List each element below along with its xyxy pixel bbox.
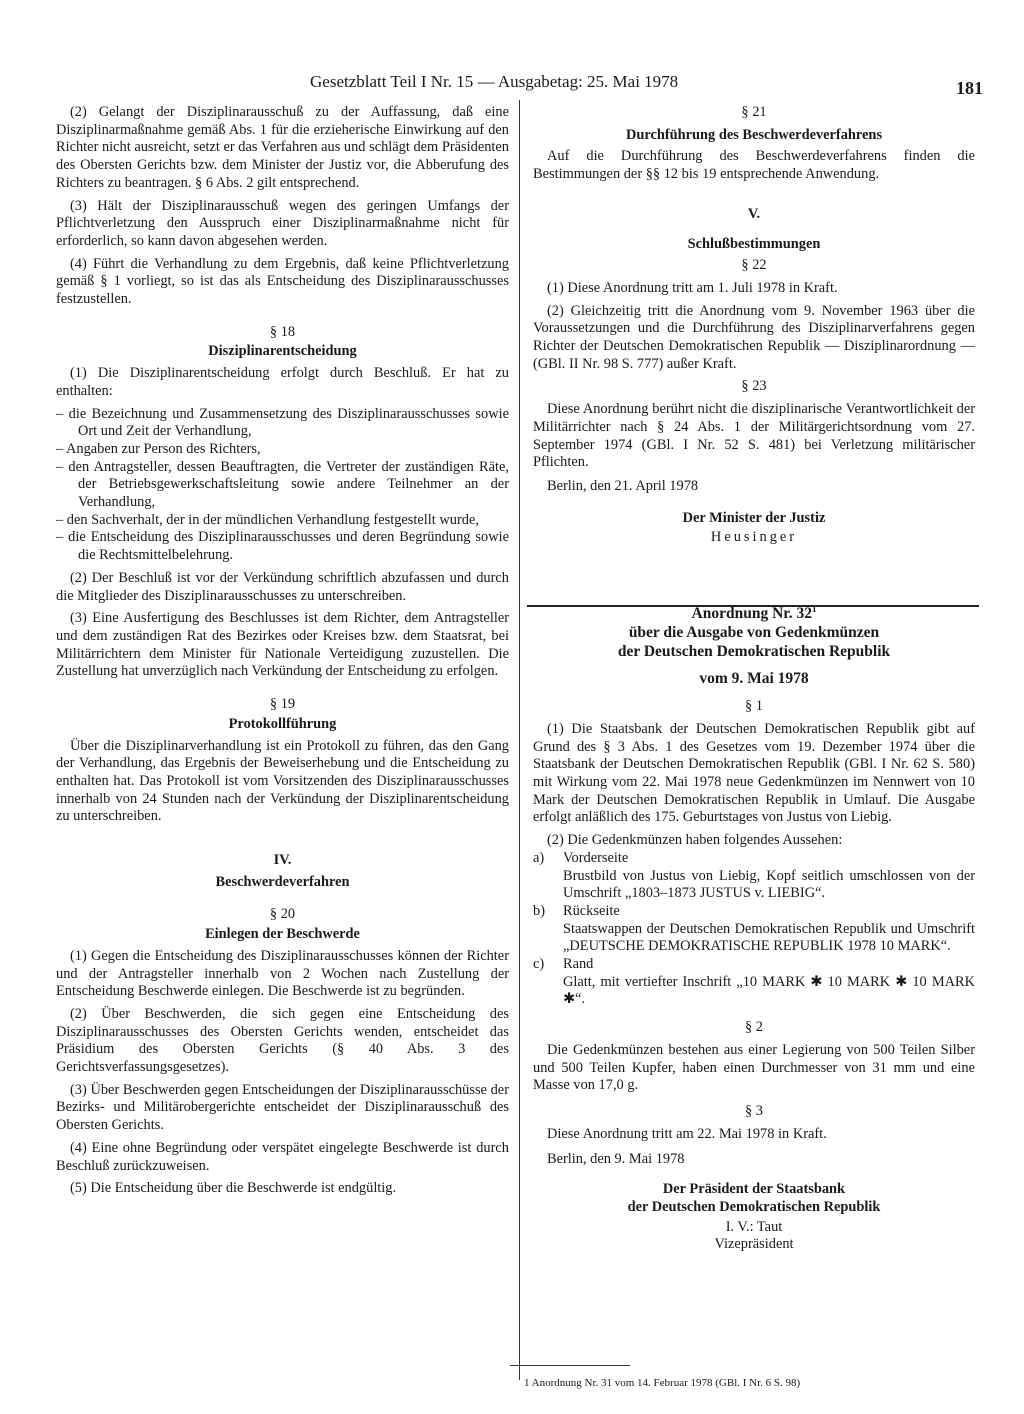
part-v-title: Schlußbestimmungen [687,235,821,252]
paragraph-20-5: (5) Die Entscheidung über die Beschwerde ist endgültig. [70,1180,397,1197]
signer-name: Heusinger [710,529,798,546]
list-text: Glatt, mit vertiefter Inschrift „10 MARK ✱ 10 MARK ✱ 10 MARK ✱“. [563,973,975,1008]
section-18-title: Disziplinarentscheidung [208,343,357,360]
paragraph-17-4: (4) Führt die Verhandlung zu dem Ergebnis, daß keine Pflichtverletzung gemäß § 1 vorliegt, so ist das als Entscheidung des Disziplinarausschusses festzustellen. [56,255,509,308]
part-v-number: V. [747,205,761,222]
running-header: Gesetzblatt Teil I Nr. 15 — Ausgabetag: 25. Mai 1978 [310,72,679,91]
ordinance-date: vom 9. Mai 1978 [699,670,809,688]
signer-title: der Deutschen Demokratischen Republik [627,1198,881,1215]
ordinance-section-2-number: § 2 [745,1019,763,1036]
signer-name: I. V.: Taut [725,1218,783,1235]
section-18-number: § 18 [269,323,296,340]
right-column [533,104,975,1254]
section-21-title: Durchführung des Beschwerdeverfahrens [625,126,883,143]
paragraph-20-2: (2) Über Beschwerden, die sich gegen eine Entscheidung des Disziplinarausschusses des Obersten Gerichts wenden, entscheidet das Präsidium des Obersten Gerichts (§ 40 Abs. 3 des Gerichtsverfassungsgesetzes). [56,1005,509,1076]
page-number: 181 [956,78,983,98]
place-date: Berlin, den 21. April 1978 [547,477,699,494]
section-divider [527,605,979,607]
list-item [533,903,975,956]
left-column [56,104,509,1203]
paragraph-17-2: (2) Gelangt der Disziplinarausschuß zu der Auffassung, daß eine Disziplinarmaßnahme gemäß Abs. 1 für die erzieherische Einwirkung auf den Richter nicht ausreicht, setzt er das Verfahren aus und schlägt dem Präsidenten des Obersten Gerichts bzw. dem Minister der Justiz vor, die Abberufung des Richters zu beantragen. § 6 Abs. 2 gilt entsprechend. [56,104,509,191]
paragraph-20-3: (3) Über Beschwerden gegen Entscheidungen der Disziplinarausschüsse der Bezirks- und Militärobergerichte entscheidet der Disziplinarausschuß des Obersten Gerichts. [56,1081,509,1134]
section-21-number: § 21 [741,104,767,120]
section-22-number: § 22 [741,257,767,274]
signer-title: Der Minister der Justiz [682,509,826,526]
ordinance-title-line-2: über die Ausgabe von Gedenkmünzen [628,624,880,642]
paragraph-18-3: (3) Eine Ausfertigung des Beschlusses ist dem Richter, dem Antragsteller und dem zuständigen Rat des Bezirkes oder Kreises bzw. dem Staatsrat, bei Militärrichtern dem Minister für Nationale Verteidigung zuzustellen. Die Zustellung hat unverzüglich nach Verkündung der Entscheidung zu erfolgen. [56,610,509,680]
paragraph-20-4: (4) Eine ohne Begründung oder verspätet eingelegte Beschwerde ist durch Beschluß zurückzuweisen. [56,1139,509,1174]
footnote-divider [510,1365,630,1366]
section-19-title: Protokollführung [228,715,337,732]
list-label: b) [533,902,545,919]
ordinance-paragraph-1-1: (1) Die Staatsbank der Deutschen Demokratischen Republik gibt auf Grund des § 3 Abs. 1 des Gesetzes vom 19. Dezember 1974 über die Staatsbank der Deutschen Demokratischen Republik (GBl. I Nr. 62 S. 580) mit Wirkung vom 22. Mai 1978 neue Gedenkmünzen im Nennwert von 10 Mark der Deutschen Demokratischen Republik in Umlauf. Die Ausgabe erfolgt anläßlich des 175. Geburtstages von Justus von Liebig. [533,720,975,826]
list-item: – Angaben zur Person des Richters, [56,440,261,457]
paragraph-19: Über die Disziplinarverhandlung ist ein Protokoll zu führen, das den Gang der Verhandlung, das Ergebnis der Beweiserhebung und die Entscheidung zu enthalten hat. Das Protokoll ist vom Vorsitzenden des Disziplinarausschusses innerhalb von 24 Stunden nach der Verkündung der Disziplinarentscheidung zu unterschreiben. [56,737,509,825]
ordinance-section-1-number: § 1 [745,698,763,715]
part-iv-number: IV. [273,852,292,869]
footnote-marker: 1 [811,604,817,615]
list-label: c) [533,956,545,973]
footnote: 1 Anordnung Nr. 31 vom 14. Februar 1978 (GBl. I Nr. 6 S. 98) [524,1377,801,1389]
ordinance-paragraph-1-2: (2) Die Gedenkmünzen haben folgendes Aussehen: [547,832,843,849]
list-heading: Rand [563,956,594,973]
list-text: Staatswappen der Deutschen Demokratischen Republik und Umschrift „DEUTSCHE DEMOKRATISCHE REPUBLIK 1978 10 MARK“. [563,920,975,955]
ordinance-title-line-3: der Deutschen Demokratischen Republik [617,643,891,661]
list-heading: Rückseite [563,902,620,919]
paragraph-18-1: (1) Die Disziplinarentscheidung erfolgt durch Beschluß. Er hat zu enthalten: [56,365,509,399]
list-item [533,850,975,903]
paragraph-21: Auf die Durchführung des Beschwerdeverfahrens finden die Bestimmungen der §§ 12 bis 19 entsprechende Anwendung. [533,148,975,183]
list-item: – die Entscheidung des Disziplinarausschusses und deren Begründung sowie die Rechtsmittelbelehrung. [56,529,509,564]
section-20-number: § 20 [269,906,296,923]
signer-role: Vizepräsident [714,1236,794,1253]
list-item: – den Antragsteller, dessen Beauftragten, die Vertreter der zuständigen Räte, der Betriebsgewerkschaftsleitung sowie andere Teilnehmer an der Verhandlung, [56,458,509,511]
place-date: Berlin, den 9. Mai 1978 [547,1151,685,1168]
list-text: Brustbild von Justus von Liebig, Kopf seitlich umschlossen von der Umschrift „1803–1873 JUSTUS v. LIEBIG“. [563,867,975,902]
list-heading: Vorderseite [563,849,629,866]
ordinance-title-text: Anordnung Nr. 32 [691,605,812,623]
list-item: – den Sachverhalt, der in der mündlichen Verhandlung festgestellt wurde, [56,511,479,528]
list-label: a) [533,849,545,866]
ordinance-section-3-number: § 3 [745,1102,763,1119]
list-item: – die Bezeichnung und Zusammensetzung des Disziplinarausschusses sowie Ort und Zeit der Verhandlung, [56,405,509,440]
ordinance-paragraph-3: Diese Anordnung tritt am 22. Mai 1978 in Kraft. [547,1125,827,1142]
column-divider [519,100,520,1380]
paragraph-18-2: (2) Der Beschluß ist vor der Verkündung schriftlich abzufassen und durch die Mitglieder des Disziplinarausschusses zu unterschreiben. [56,569,509,604]
section-23-number: § 23 [741,378,767,395]
list-item [533,956,975,1009]
paragraph-22-2: (2) Gleichzeitig tritt die Anordnung vom 9. November 1963 über die Voraussetzungen und die Durchführung des Disziplinarverfahrens gegen Richter der Deutschen Demokratischen Republik — Disziplinarordnung — (GBl. II Nr. 98 S. 777) außer Kraft. [533,302,975,372]
paragraph-17-3: (3) Hält der Disziplinarausschuß wegen des geringen Umfangs der Pflichtverletzung den Ausspruch einer Disziplinarmaßnahme nicht für erforderlich, so kann davon abgesehen werden. [56,197,509,249]
paragraph-23: Diese Anordnung berührt nicht die disziplinarische Verantwortlichkeit der Militärrichter nach § 24 Abs. 1 der Militärgerichtsordnung vom 27. September 1974 (GBl. I Nr. 52 S. 481) bei Verletzung militärischer Pflichten. [533,401,975,471]
paragraph-22-1: (1) Diese Anordnung tritt am 1. Juli 1978 in Kraft. [547,279,838,296]
paragraph-20-1: (1) Gegen die Entscheidung des Disziplinarausschusses können der Richter und der Antragsteller innerhalb von 2 Wochen nach Zustellung der Entscheidung Beschwerde einlegen. Die Beschwerde ist zu begründen. [56,947,509,1000]
ordinance-paragraph-2: Die Gedenkmünzen bestehen aus einer Legierung von 500 Teilen Silber und 500 Teilen Kupfer, haben einen Durchmesser von 31 mm und eine Masse von 17,0 g. [533,1041,975,1094]
section-19-number: § 19 [269,696,296,713]
ordinance-title [533,600,975,623]
signer-title: Der Präsident der Staatsbank [662,1181,846,1198]
section-20-title: Einlegen der Beschwerde [205,926,360,943]
part-iv-title: Beschwerdeverfahren [215,873,350,890]
